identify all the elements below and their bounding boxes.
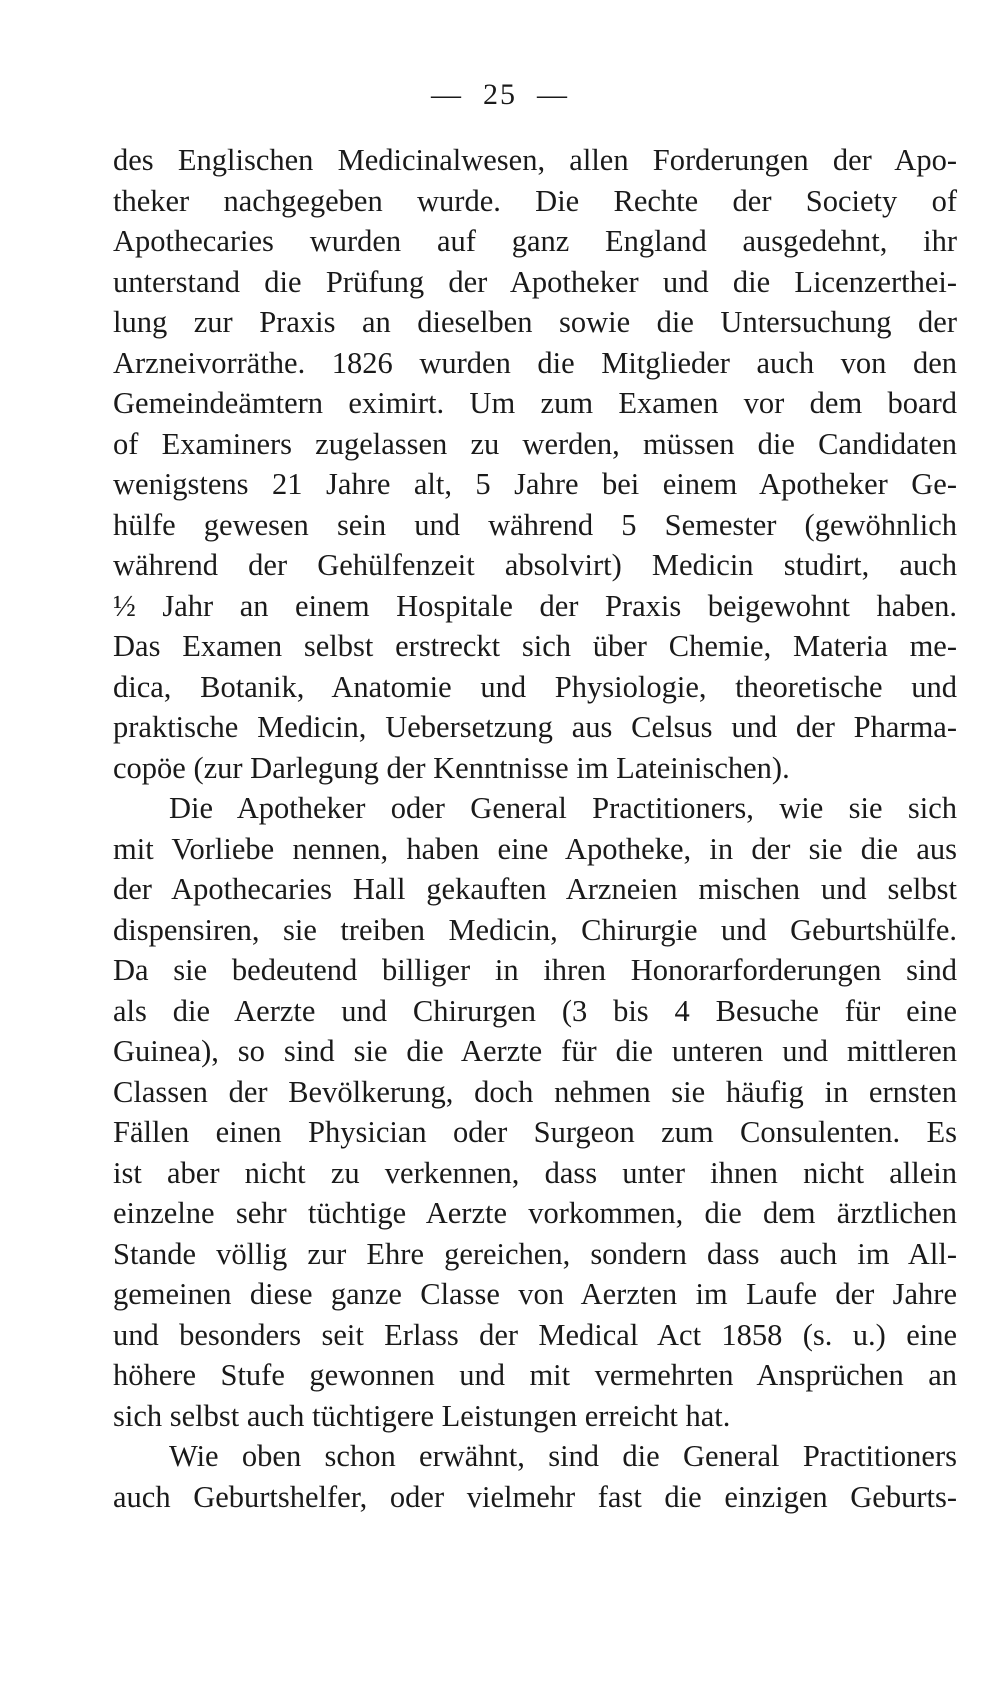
text-line: Das Examen selbst erstreckt sich über Chemie, Materia me- [113, 629, 957, 663]
text-line: Arzneivorräthe. 1826 wurden die Mitglieder auch von den [113, 345, 957, 380]
text-line: mit Vorliebe nennen, haben eine Apotheke, in der sie die aus [113, 831, 957, 866]
body-text [113, 140, 957, 1517]
text-line: praktische Medicin, Uebersetzung aus Celsus und der Pharma- [113, 710, 957, 744]
page-number-header [0, 78, 1000, 112]
text-line: Die Apotheker oder General Practitioners, wie sie sich [169, 791, 957, 825]
text-line: dispensiren, sie treiben Medicin, Chirurgie und Geburtshülfe. [113, 912, 957, 947]
text-line: theker nachgegeben wurde. Die Rechte der Society of [113, 183, 957, 218]
text-line: ist aber nicht zu verkennen, dass unter ihnen nicht allein [113, 1155, 957, 1190]
text-line: und besonders seit Erlass der Medical Act 1858 (s. u.) eine [113, 1317, 957, 1352]
text-line: der Apothecaries Hall gekauften Arzneien mischen und selbst [113, 872, 957, 906]
text-line: einzelne sehr tüchtige Aerzte vorkommen, die dem ärztlichen [113, 1196, 957, 1230]
page-number-dash-left: — [431, 78, 463, 111]
text-line: sich selbst auch tüchtigere Leistungen erreicht hat. [113, 1398, 731, 1433]
text-line: des Englischen Medicinalwesen, allen Forderungen der Apo- [113, 143, 957, 177]
text-line: Guinea), so sind sie die Aerzte für die unteren und mittleren [113, 1034, 957, 1068]
text-line: während der Gehülfenzeit absolvirt) Medicin studirt, auch [113, 548, 957, 582]
text-line: dica, Botanik, Anatomie und Physiologie, theoretische und [113, 669, 957, 704]
text-line: copöe (zur Darlegung der Kenntnisse im Lateinischen). [113, 750, 790, 785]
text-line: Classen der Bevölkerung, doch nehmen sie häufig in ernsten [113, 1074, 957, 1109]
text-line: auch Geburtshelfer, oder vielmehr fast die einzigen Geburts- [113, 1479, 957, 1514]
text-line: Gemeindeämtern eximirt. Um zum Examen vor dem board [113, 386, 957, 420]
text-line: Da sie bedeutend billiger in ihren Honorarforderungen sind [113, 953, 957, 987]
text-line: ½ Jahr an einem Hospitale der Praxis beigewohnt haben. [113, 588, 957, 623]
text-line: höhere Stufe gewonnen und mit vermehrten Ansprüchen an [113, 1358, 957, 1392]
text-line: hülfe gewesen sein und während 5 Semester (gewöhnlich [113, 507, 957, 542]
text-line: Wie oben schon erwähnt, sind die General Practitioners [169, 1439, 957, 1473]
text-line: wenigstens 21 Jahre alt, 5 Jahre bei einem Apotheker Ge- [113, 467, 957, 501]
text-line: Apothecaries wurden auf ganz England ausgedehnt, ihr [113, 224, 957, 258]
text-line: gemeinen diese ganze Classe von Aerzten im Laufe der Jahre [113, 1277, 957, 1311]
text-line: Stande völlig zur Ehre gereichen, sondern dass auch im All- [113, 1236, 957, 1271]
page-number-dash-right: — [537, 78, 569, 111]
text-line: lung zur Praxis an dieselben sowie die Untersuchung der [113, 305, 957, 339]
text-line: als die Aerzte und Chirurgen (3 bis 4 Besuche für eine [113, 993, 957, 1028]
text-line: Fällen einen Physician oder Surgeon zum Consulenten. Es [113, 1115, 957, 1149]
text-line: unterstand die Prüfung der Apotheker und die Licenzerthei- [113, 264, 957, 299]
page-number: 25 [483, 78, 517, 111]
text-line: of Examiners zugelassen zu werden, müssen die Candidaten [113, 426, 957, 461]
